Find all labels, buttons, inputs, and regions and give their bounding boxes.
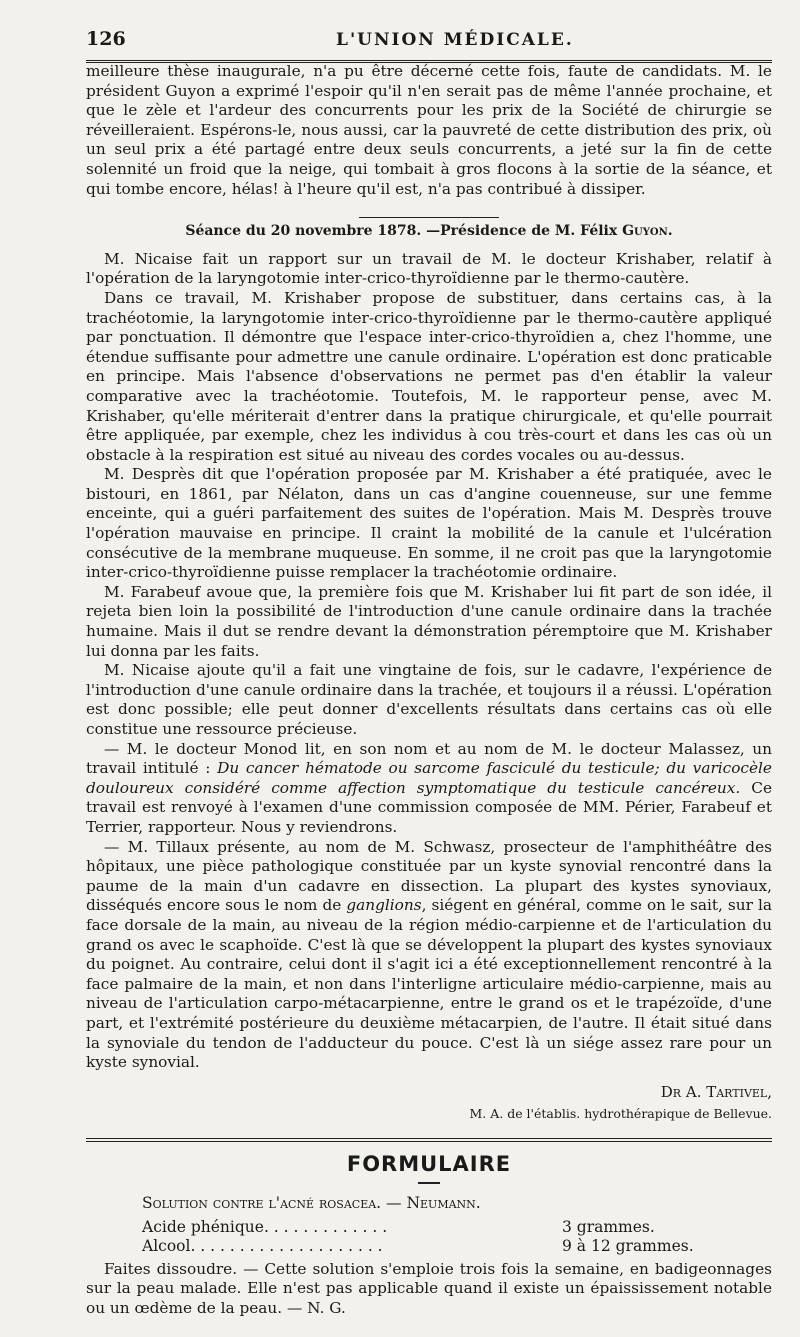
ingredient-quantity: 3 grammes. (562, 1217, 655, 1236)
formulaire-title: FORMULAIRE (346, 1151, 512, 1176)
article-body (86, 62, 772, 1124)
session-heading (86, 222, 772, 242)
section-separator (359, 217, 499, 218)
title-dash (418, 1182, 440, 1184)
header-rule (86, 60, 772, 63)
ingredient-name: Alcool. . . . . . . . . . . . . . . . . . . . (142, 1236, 383, 1255)
recipe-instructions-block (86, 1260, 772, 1319)
paragraph-krishaber-work: Dans ce travail, M. Krishaber propose de substituer, dans certains cas, à la trachéotomie, la laryngotomie inter-crico-thyroïdienne par le thermo-cautère appliqué par ponctuation. Il démontre que l'espace inter-crico-thyroïdien a, chez l'homme, une étendue suffisante pour admettre une canule ordinaire. L'opération est donc praticable en principe. Mais l'absence d'observations ne permet pas d'en établir la valeur comparative avec la trachéotomie. Toutefois, M. le rapporteur pense, avec M. Krishaber, qu'elle mériterait d'entrer dans la pratique chirurgicale, et qu'elle pourrait être appliquée, par exemple, chez les individus à cou très-court et dans les cas où un obstacle à la respiration est situé au niveau des cordes vocales ou au-dessus. (86, 288, 772, 464)
author-affiliation: M. A. de l'établis. hydrothérapique de Bellevue. (469, 1106, 772, 1122)
ingredient-name: Acide phénique. . . . . . . . . . . . . (142, 1217, 388, 1236)
ingredient-row (142, 1218, 702, 1237)
paragraph-nicaise-report: M. Nicaise fait un rapport sur un travail de M. le docteur Krishaber, relatif à l'opération de la laryngotomie inter-crico-thyroïdienne par le thermo-cautère. (86, 249, 772, 288)
tillaux-text-start: — M. Tillaux présente, au nom de M. Schwasz, prosecteur de l'amphithéâtre des hôpitaux, une pièce pathologique constituée par un kyste synovial rencontré dans la paume de la main d'un cadavre en dissection. La plupart des kystes synoviaux, disséqués encore sous le nom de (86, 837, 772, 915)
paragraph-farabeuf: M. Farabeuf avoue que, la première fois que M. Krishaber lui fit part de son idée, il rejeta bien loin la possibilité de l'introduction d'une canule ordinaire dans la trachée humaine. Mais il dut se rendre devant la démonstration péremptoire que M. Krishaber lui donna par les faits. (86, 582, 772, 660)
recipe-title: Solution contre l'acné rosacea. — Neumann. (142, 1193, 481, 1212)
tillaux-text-end: , siégent en général, comme on le sait, sur la face dorsale de la main, au niveau de la région médio-carpienne et de l'articulation du grand os avec le scaphoïde. C'est là que se développent la plupart des kystes synoviaux du poignet. Au contraire, celui dont il s'agit ici a été exceptionnellement rencontré à la face palmaire de la main, et non dans l'interligne articulaire médio-carpienne, mais au niveau de l'articulation carpo-métacarpienne, entre le grand os et le trapézoïde, d'une part, et l'extrémité postérieure du deuxième métacarpien, de l'autre. Il était situé dans la synoviale du tendon de l'adducteur du pouce. C'est là un siége assez rare pour un kyste synovial. (86, 896, 772, 1072)
paragraph-tillaux (86, 838, 772, 1073)
monod-work-title: Du cancer hématode ou sarcome fasciculé du testicule; du varicocèle douloureux considéré comme affection symptomatique du testicule cancéreux. (86, 759, 772, 797)
section-double-rule (86, 1138, 772, 1142)
paragraph-nicaise-addition: M. Nicaise ajoute qu'il a fait une vingtaine de fois, sur le cadavre, l'expérience de l'introduction d'une canule ordinaire dans la trachée, et toujours il a réussi. L'opération est donc possible; elle peut donner d'excellents résultats dans certains cas où elle constitue une ressource précieuse. (86, 661, 772, 738)
monod-text-start: — M. le docteur Monod lit, en son nom et au nom de M. le docteur Malassez, un travail intitulé : (86, 739, 772, 778)
tillaux-term: ganglions (346, 896, 422, 915)
page-number: 126 (86, 28, 126, 50)
author-signature: Dr A. Tartivel, (660, 1082, 772, 1101)
ingredient-row (142, 1237, 702, 1256)
journal-title: L'UNION MÉDICALE. (336, 30, 574, 50)
ingredient-list (142, 1218, 702, 1256)
intro-paragraph: meilleure thèse inaugurale, n'a pu être décerné cette fois, faute de candidats. M. le président Guyon a exprimé l'espoir qu'il n'en serait pas de même l'année prochaine, et que le zèle et l'ardeur des concurrents pour les prix de la Société de chirurgie se réveilleraient. Espérons-le, nous aussi, car la pauvreté de cette distribution des prix, où un seul prix a été partagé entre deux seuls concurrents, a jeté sur la fin de cette solennité un froid que la neige, qui tombait à gros flocons à la sortie de la séance, et qui tombe encore, hélas! à l'heure qu'il est, n'a pas contribué à dissiper. (86, 62, 772, 198)
ingredient-quantity: 9 à 12 grammes. (562, 1236, 694, 1255)
recipe-instructions: Faites dissoudre. — Cette solution s'emploie trois fois la semaine, en badigeonnages sur la peau malade. Elle n'est pas applicable quand il existe un épaississement notable ou un œdème de la peau. — N. G. (86, 1259, 772, 1318)
running-head (86, 0, 772, 62)
monod-text-end: Ce travail est renvoyé à l'examen d'une commission composée de MM. Périer, Farabeuf et Terrier, rapporteur. Nous y reviendrons. (86, 778, 772, 836)
paragraph-despres: M. Desprès dit que l'opération proposée par M. Krishaber a été pratiquée, avec le bistouri, en 1861, par Nélaton, dans un cas d'angine couenneuse, sur une femme enceinte, qui a guéri parfaitement des suites de l'opération. Mais M. Desprès trouve l'opération mauvaise en principe. Il craint la mobilité de la canule et l'ulcération consécutive de la membrane muqueuse. En somme, il ne croit pas que la laryngotomie inter-crico-thyroïdienne puisse remplacer la trachéotomie ordinaire. (86, 465, 772, 582)
session-president-name: Guyon. (622, 223, 673, 240)
session-heading-text: Séance du 20 novembre 1878. —Présidence de M. Félix (185, 223, 618, 240)
paragraph-monod (86, 740, 772, 838)
